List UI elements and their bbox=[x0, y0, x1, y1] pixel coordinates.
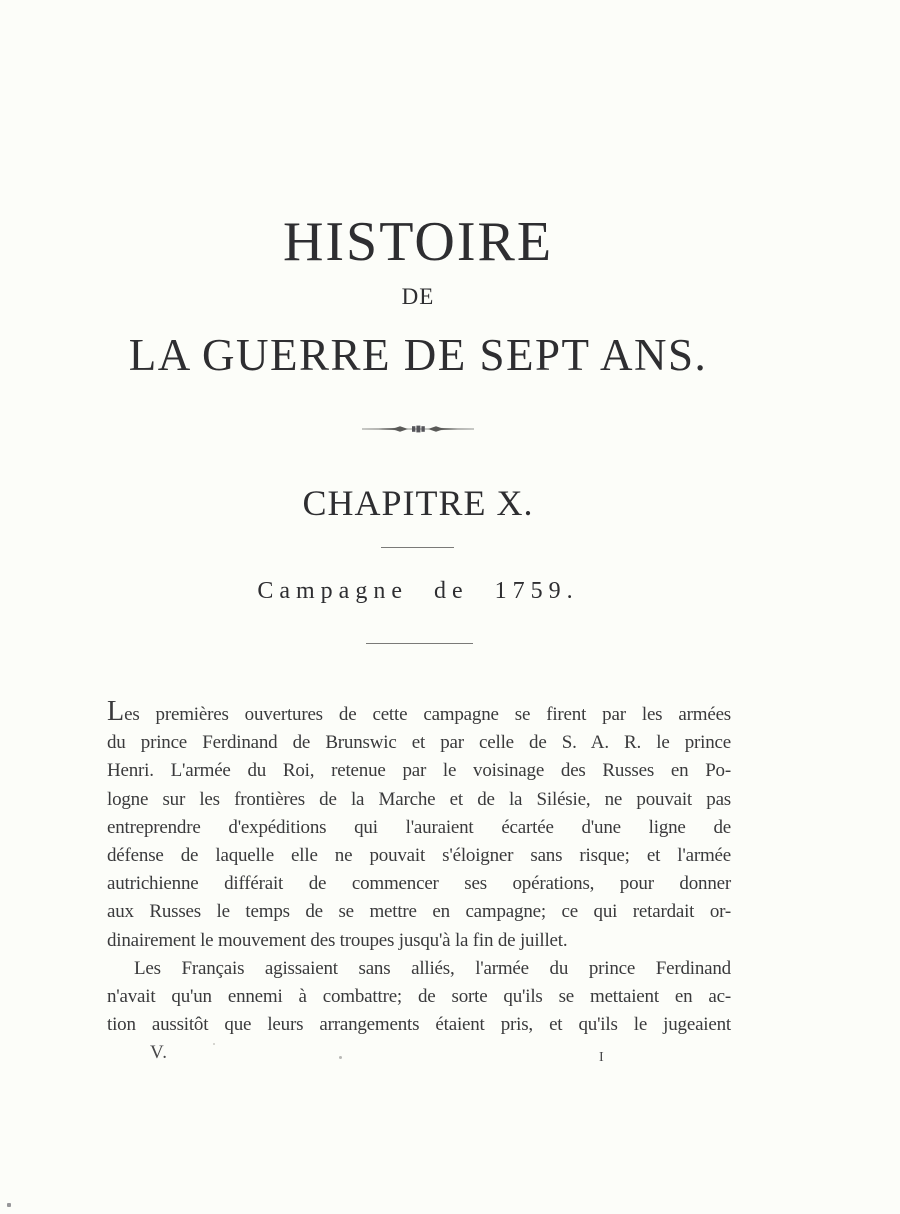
body-line: aux Russes le temps de se mettre en campagne; ce qui retardait or- bbox=[107, 901, 731, 923]
body-line: Henri. L'armée du Roi, retenue par le voisinage des Russes en Po- bbox=[107, 760, 731, 782]
chapter-heading: CHAPITRE X. bbox=[302, 483, 534, 523]
scan-speck bbox=[213, 1043, 215, 1045]
body-line: défense de laquelle elle ne pouvait s'éloigner sans risque; et l'armée bbox=[107, 844, 731, 866]
body-line-text: es premières ouvertures de cette campagne se firent par les armées bbox=[124, 704, 731, 725]
drop-cap-initial: L bbox=[107, 696, 125, 727]
paragraph-1-middle-lines bbox=[107, 729, 731, 926]
body-line: du prince Ferdinand de Brunswic et par celle de S. A. R. le prince bbox=[107, 732, 731, 754]
campaign-subtitle: Campagne de 1759. bbox=[257, 578, 579, 604]
subtitle-rule bbox=[366, 643, 473, 644]
main-title: HISTOIRE bbox=[282, 211, 554, 273]
paragraph-2 bbox=[107, 955, 731, 1040]
divider-ornament-icon bbox=[0, 420, 836, 434]
scan-speck bbox=[7, 1203, 11, 1207]
body-line: n'avait qu'un ennemi à combattre; de sorte qu'ils se mettaient en ac- bbox=[107, 985, 731, 1007]
series-title: LA GUERRE DE SEPT ANS. bbox=[128, 330, 708, 380]
paragraph-1 bbox=[107, 696, 731, 955]
scan-speck bbox=[339, 1056, 342, 1059]
body-line: entreprendre d'expéditions qui l'auraient écartée d'une ligne de bbox=[107, 816, 731, 838]
body-line: Les Français agissaient sans alliés, l'armée du prince Ferdinand bbox=[134, 957, 731, 979]
footer-signature-mark: I bbox=[599, 1050, 604, 1065]
body-line bbox=[107, 696, 731, 729]
footer-volume-mark: V. bbox=[150, 1042, 169, 1063]
title-connector: DE bbox=[401, 284, 435, 309]
body-line: tion aussitôt que leurs arrangements étaient pris, et qu'ils le jugeaient bbox=[107, 1014, 731, 1036]
heading-rule bbox=[381, 547, 454, 548]
body-line: dinairement le mouvement des troupes jusqu'à la fin de juillet. bbox=[107, 929, 568, 951]
paragraph-2-rest-lines bbox=[107, 983, 731, 1039]
body-line: autrichienne différait de commencer ses opérations, pour donner bbox=[107, 873, 731, 895]
body-line: logne sur les frontières de la Marche et de la Silésie, ne pouvait pas bbox=[107, 788, 731, 810]
body-text bbox=[107, 696, 731, 1039]
